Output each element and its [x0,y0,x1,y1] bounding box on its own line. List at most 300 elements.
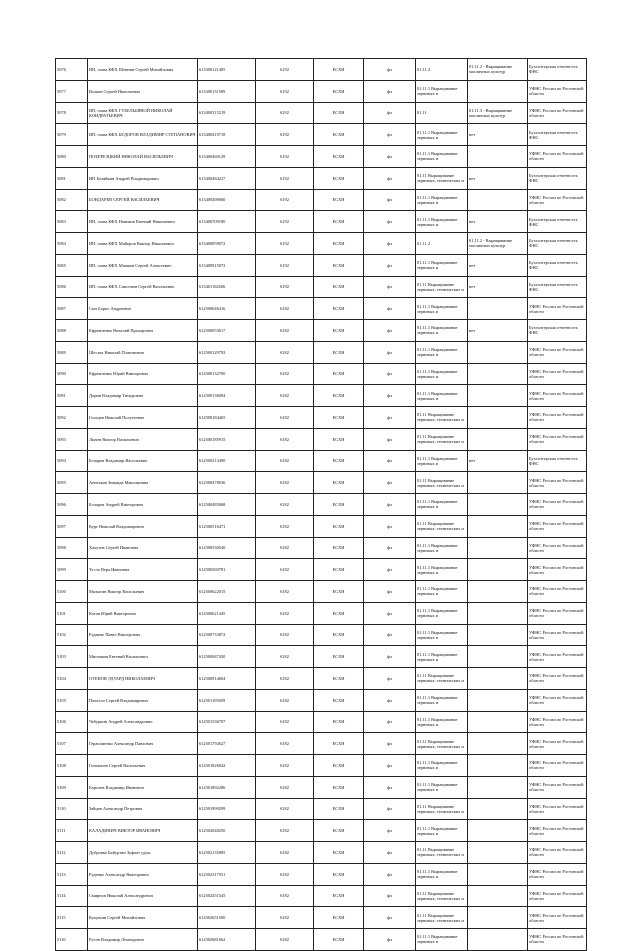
holder-name: Русов Владимир Леонидович [88,929,198,951]
data-source: УФНС России по Ростовской области [528,102,587,124]
okved-code: 01.11 Выращивание зерновых, технических и [416,407,468,429]
tax-regime: ЕСХН [314,581,364,603]
row-number: 5102 [56,624,88,646]
okved-code: 01.11.1 Выращивание зерновых и [416,755,468,777]
activity-description [468,820,528,842]
okved-code: 01.11 Выращивание зерновых, технических и [416,885,468,907]
okved-code: 01.11.1 Выращивание зерновых и [416,450,468,472]
activity-description [468,341,528,363]
inn-number: 612501892286 [198,776,256,798]
activity-description [468,689,528,711]
data-source: УФНС России по Ростовской области [528,80,587,102]
tax-regime: ЕСХН [314,755,364,777]
row-number: 5105 [56,689,88,711]
entity-type: фл [364,167,416,189]
row-number: 5099 [56,559,88,581]
holder-name: Дубровко Байурзин Зуфпат удлы [88,842,198,864]
entity-type: фл [364,80,416,102]
row-number: 5098 [56,537,88,559]
entity-type: фл [364,102,416,124]
entity-type: фл [364,885,416,907]
inn-number: 612500136094 [198,385,256,407]
row-number: 5080 [56,146,88,168]
tax-regime: ЕСХН [314,733,364,755]
table-row [56,167,587,189]
okved-code: 01.11.1 Выращивание зерновых и [416,124,468,146]
inn-number: 612500132700 [198,363,256,385]
holder-name: Гоноказов Сергей Васильевич [88,755,198,777]
okved-code: 01.11.1 Выращивание зерновых и [416,929,468,951]
tax-regime: ЕСХН [314,167,364,189]
row-number: 5115 [56,907,88,929]
tax-office-code: 6192 [256,189,314,211]
activity-description [468,624,528,646]
okved-code: 01.11 Выращивание зерновых, технических и [416,798,468,820]
row-number: 5110 [56,798,88,820]
entity-type: фл [364,385,416,407]
activity-description [468,776,528,798]
okved-code: 01.11.2 [416,233,468,255]
tax-regime: ЕСХН [314,254,364,276]
activity-description [468,602,528,624]
table-row [56,668,587,690]
inn-number: 612502451545 [198,885,256,907]
holder-name: Бочаров Владимир Васильевич [88,450,198,472]
table-row [56,689,587,711]
inn-number: 613300121405 [198,59,256,81]
okved-code: 01.11.2 [416,59,468,81]
table-row [56,298,587,320]
row-number: 5089 [56,341,88,363]
registry-rows [56,59,587,951]
table-row [56,472,587,494]
holder-name: Мисников Евгений Васильевич [88,646,198,668]
data-source: УФНС России по Ростовской области [528,515,587,537]
tax-office-code: 6182 [256,885,314,907]
tax-office-code: 6182 [256,929,314,951]
row-number: 5104 [56,668,88,690]
tax-office-code: 6182 [256,537,314,559]
activity-description: нет [468,320,528,342]
holder-name: Королев Владимир Иванович [88,776,198,798]
data-source: УФНС России по Ростовской области [528,407,587,429]
tax-regime: ЕСХН [314,363,364,385]
inn-number: 612500530540 [198,537,256,559]
table-row [56,559,587,581]
holder-name: ИП, глава КФХ Майоров Виктор Николаевич [88,233,198,255]
holder-name: ОТЕНОВ ЭДУАРД НИКОЛАЕВИЧ [88,668,198,690]
row-number: 5077 [56,80,88,102]
data-source: УФНС России по Ростовской области [528,559,587,581]
table-row [56,711,587,733]
data-source: УФНС России по Ростовской области [528,907,587,929]
tax-regime: ЕСХН [314,450,364,472]
row-number: 5090 [56,363,88,385]
holder-name: Шестка Николай Платонович [88,341,198,363]
inn-number: 612500478036 [198,472,256,494]
row-number: 5097 [56,515,88,537]
holder-name: Котов Юрий Викторович [88,602,198,624]
activity-description [468,472,528,494]
inn-number: 612500622015 [198,581,256,603]
data-source: УФНС России по Ростовской области [528,341,587,363]
entity-type: фл [364,189,416,211]
tax-regime: ЕСХН [314,124,364,146]
data-source: Бухгалтерская отчетность ФНС [528,124,587,146]
row-number: 5092 [56,407,88,429]
tax-regime: ЕСХН [314,298,364,320]
tax-regime: ЕСХН [314,341,364,363]
data-source: УФНС России по Ростовской области [528,711,587,733]
okved-code: 01.11.1 Выращивание зерновых и [416,341,468,363]
tax-office-code: 6182 [256,494,314,516]
entity-type: фл [364,407,416,429]
data-source: УФНС России по Ростовской области [528,820,587,842]
okved-code: 01.11.1 Выращивание зерновых и [416,363,468,385]
inn-number: 613400315219 [198,102,256,124]
table-row [56,776,587,798]
data-source: УФНС России по Ростовской области [528,581,587,603]
holder-name: Курт Николай Владимирович [88,515,198,537]
okved-code: 01.11 Выращивание зерновых, технических и [416,472,468,494]
table-row [56,276,587,298]
data-source: Бухгалтерская отчетность ФНС [528,276,587,298]
inn-number: 613400915073 [198,254,256,276]
data-source: Бухгалтерская отчетность ФНС [528,233,587,255]
row-number: 5086 [56,276,88,298]
entity-type: фл [364,863,416,885]
inn-number: 612500485068 [198,494,256,516]
tax-regime: ЕСХН [314,211,364,233]
inn-number: 612501792627 [198,733,256,755]
tax-office-code: 6182 [256,450,314,472]
table-row [56,407,587,429]
data-source: Бухгалтерская отчетность ФНС [528,320,587,342]
tax-regime: ЕСХН [314,689,364,711]
table-row [56,189,587,211]
holder-name: Зайцев Александр Петрович [88,798,198,820]
inn-number: 613400419718 [198,124,256,146]
holder-name: Кукушин Сергей Михайлович [88,907,198,929]
data-source: УФНС России по Ростовской области [528,298,587,320]
data-source: Бухгалтерская отчетность ФНС [528,254,587,276]
holder-name: ПОБЕРЕЗЦКИЙ НИКОЛАЙ ВАСИЛЬЕВИЧ [88,146,198,168]
table-row [56,537,587,559]
entity-type: фл [364,711,416,733]
inn-number: 612501103059 [198,689,256,711]
okved-code: 01.11 Выращивание зерновых, технических и [416,907,468,929]
tax-office-code: 6182 [256,668,314,690]
tax-office-code: 6182 [256,863,314,885]
activity-description [468,407,528,429]
activity-description [468,80,528,102]
data-source: УФНС России по Ростовской области [528,646,587,668]
data-source: Бухгалтерская отчетность ФНС [528,450,587,472]
data-source: УФНС России по Ростовской области [528,776,587,798]
inn-number: 612500184465 [198,407,256,429]
tax-regime: ЕСХН [314,428,364,450]
holder-name: КАЛАДИНИЧ ВИКТОР ИВАНОВИЧ [88,820,198,842]
activity-description [468,929,528,951]
activity-description [468,298,528,320]
inn-number: 613400484227 [198,167,256,189]
data-source: УФНС России по Ростовской области [528,798,587,820]
data-source: УФНС России по Ростовской области [528,472,587,494]
row-number: 5100 [56,581,88,603]
okved-code: 01.11.1 Выращивание зерновых и [416,689,468,711]
entity-type: фл [364,341,416,363]
activity-description [468,515,528,537]
tax-regime: ЕСХН [314,668,364,690]
data-source: УФНС России по Ростовской области [528,363,587,385]
data-source: Бухгалтерская отчетность ФНС [528,167,587,189]
table-row [56,907,587,929]
table-row [56,820,587,842]
row-number: 5094 [56,450,88,472]
activity-description [468,798,528,820]
entity-type: фл [364,428,416,450]
inn-number: 613400709180 [198,211,256,233]
entity-type: фл [364,559,416,581]
okved-code: 01.11.1 Выращивание зерновых и [416,146,468,168]
row-number: 5106 [56,711,88,733]
tax-regime: ЕСХН [314,929,364,951]
tax-regime: ЕСХН [314,80,364,102]
activity-description: 01.11.2 - Выращивание масличных культур [468,59,528,81]
entity-type: фл [364,668,416,690]
tax-office-code: 6192 [256,167,314,189]
tax-regime: ЕСХН [314,102,364,124]
holder-name: Аниськов Зинаида Максимовна [88,472,198,494]
activity-description: нет [468,450,528,472]
data-source: УФНС России по Ростовской области [528,929,587,951]
table-row [56,363,587,385]
inn-number: 612500046416 [198,298,256,320]
activity-description [468,385,528,407]
holder-name: Дорин Владимир Тимурович [88,385,198,407]
holder-name: ИП, глава КФХ Машков Сергей Алексеевич [88,254,198,276]
inn-number: 612500733872 [198,624,256,646]
okved-code: 01.11.1 Выращивание зерновых и [416,646,468,668]
holder-name: Рудакно Павел Викторович [88,624,198,646]
table-row [56,646,587,668]
row-number: 5116 [56,929,88,951]
tax-regime: ЕСХН [314,146,364,168]
okved-code: 01.11.1 Выращивание зерновых и [416,211,468,233]
inn-number: 612500914604 [198,668,256,690]
entity-type: фл [364,929,416,951]
entity-type: фл [364,472,416,494]
holder-name: Гольцев Николай Полугеевич [88,407,198,429]
tax-office-code: 6182 [256,472,314,494]
entity-type: фл [364,602,416,624]
holder-name: Сыч Борис Андреевич [88,298,198,320]
entity-type: фл [364,581,416,603]
table-row [56,211,587,233]
inn-number: 612500213490 [198,450,256,472]
entity-type: фл [364,146,416,168]
tax-office-code: 6182 [256,711,314,733]
table-row [56,624,587,646]
entity-type: фл [364,624,416,646]
tax-office-code: 6182 [256,363,314,385]
table-row [56,755,587,777]
row-number: 5095 [56,472,88,494]
activity-description: нет [468,254,528,276]
activity-description [468,428,528,450]
row-number: 5103 [56,646,88,668]
entity-type: фл [364,776,416,798]
inn-number: 613300151589 [198,80,256,102]
holder-name: Бочаров Андрей Викторович [88,494,198,516]
tax-office-code: 6192 [256,102,314,124]
entity-type: фл [364,798,416,820]
okved-code: 01.11 Выращивание зерновых, технических и [416,842,468,864]
entity-type: фл [364,298,416,320]
data-source: УФНС России по Ростовской области [528,863,587,885]
data-source: УФНС России по Ростовской области [528,385,587,407]
row-number: 5107 [56,733,88,755]
row-number: 5087 [56,298,88,320]
inn-number: 612502681662 [198,929,256,951]
activity-description [468,842,528,864]
tax-office-code: 6182 [256,907,314,929]
table-row [56,80,587,102]
okved-code: 01.11.1 Выращивание зерновых и [416,254,468,276]
okved-code: 01.11 Выращивание зерновых, технических и [416,668,468,690]
tax-office-code: 6192 [256,124,314,146]
row-number: 5079 [56,124,88,146]
row-number: 5078 [56,102,88,124]
okved-code: 01.11.1 Выращивание зерновых и [416,581,468,603]
tax-office-code: 6182 [256,428,314,450]
inn-number: 612500621445 [198,602,256,624]
row-number: 5085 [56,254,88,276]
entity-type: фл [364,254,416,276]
tax-regime: ЕСХН [314,472,364,494]
row-number: 5082 [56,189,88,211]
table-row [56,602,587,624]
okved-code: 01.11.1 Выращивание зерновых и [416,820,468,842]
row-number: 5083 [56,211,88,233]
okved-code: 01.11.1 Выращивание зерновых и [416,385,468,407]
table-row [56,428,587,450]
data-source: УФНС России по Ростовской области [528,146,587,168]
okved-code: 01.11.1 Выращивание зерновых и [416,320,468,342]
data-source: УФНС России по Ростовской области [528,842,587,864]
holder-name: Пахалло Сергей Владимирович [88,689,198,711]
inn-number: 612501826042 [198,755,256,777]
row-number: 5084 [56,233,88,255]
activity-description [468,755,528,777]
table-row [56,733,587,755]
table-row [56,146,587,168]
tax-office-code: 6182 [256,407,314,429]
entity-type: фл [364,211,416,233]
tax-office-code: 6182 [256,515,314,537]
inn-number: 612500185915 [198,428,256,450]
table-row [56,320,587,342]
okved-code: 01.11 Выращивание зерновых, технических и [416,276,468,298]
tax-regime: ЕСХН [314,885,364,907]
table-row [56,515,587,537]
inn-number: 613400469129 [198,146,256,168]
activity-description [468,146,528,168]
entity-type: фл [364,646,416,668]
activity-description [468,363,528,385]
inn-number: 612500053617 [198,320,256,342]
activity-description: нет [468,167,528,189]
tax-office-code: 6182 [256,341,314,363]
inn-number: 612500569781 [198,559,256,581]
activity-description: нет [468,124,528,146]
tax-office-code: 6192 [256,59,314,81]
holder-name: Чебуркин Андрей Александрович [88,711,198,733]
data-source: УФНС России по Ростовской области [528,689,587,711]
data-source: УФНС России по Ростовской области [528,602,587,624]
okved-code: 01.11 Выращивание зерновых, технических и [416,167,468,189]
tax-regime: ЕСХН [314,646,364,668]
row-number: 5088 [56,320,88,342]
row-number: 5114 [56,885,88,907]
tax-regime: ЕСХН [314,320,364,342]
tax-office-code: 6182 [256,820,314,842]
holder-name: ИП, глава КФХ Шевнин Сергей Михайлович [88,59,198,81]
data-source: УФНС России по Ростовской области [528,755,587,777]
data-source: УФНС России по Ростовской области [528,733,587,755]
tax-regime: ЕСХН [314,602,364,624]
entity-type: фл [364,450,416,472]
tax-regime: ЕСХН [314,863,364,885]
okved-code: 01.11 Выращивание зерновых, технических и [416,733,468,755]
holder-name: Руденко Александр Викторович [88,863,198,885]
holder-name: Смирнов Николай Александрович [88,885,198,907]
holder-name: Тесло Вера Ивановна [88,559,198,581]
holder-name: Герасименко Александр Павлович [88,733,198,755]
entity-type: фл [364,276,416,298]
tax-regime: ЕСХН [314,776,364,798]
data-source: УФНС России по Ростовской области [528,428,587,450]
entity-type: фл [364,494,416,516]
data-source: УФНС России по Ростовской области [528,189,587,211]
tax-office-code: 6192 [256,146,314,168]
entity-type: фл [364,59,416,81]
registry-table [55,58,587,951]
entity-type: фл [364,820,416,842]
activity-description [468,907,528,929]
okved-code: 01.11.1 Выращивание зерновых и [416,711,468,733]
row-number: 5081 [56,167,88,189]
okved-code: 01.11.1 Выращивание зерновых и [416,624,468,646]
table-row [56,863,587,885]
row-number: 5076 [56,59,88,81]
table-row [56,102,587,124]
tax-office-code: 6182 [256,624,314,646]
table-row [56,581,587,603]
tax-office-code: 6182 [256,798,314,820]
tax-regime: ЕСХН [314,842,364,864]
data-source: УФНС России по Ростовской области [528,537,587,559]
okved-code: 01.11.1 Выращивание зерновых и [416,80,468,102]
tax-regime: ЕСХН [314,559,364,581]
holder-name: Ефремченко Юрий Викторович [88,363,198,385]
activity-description [468,559,528,581]
activity-description [468,863,528,885]
activity-description: нет [468,276,528,298]
table-row [56,254,587,276]
activity-description [468,537,528,559]
activity-description [468,733,528,755]
